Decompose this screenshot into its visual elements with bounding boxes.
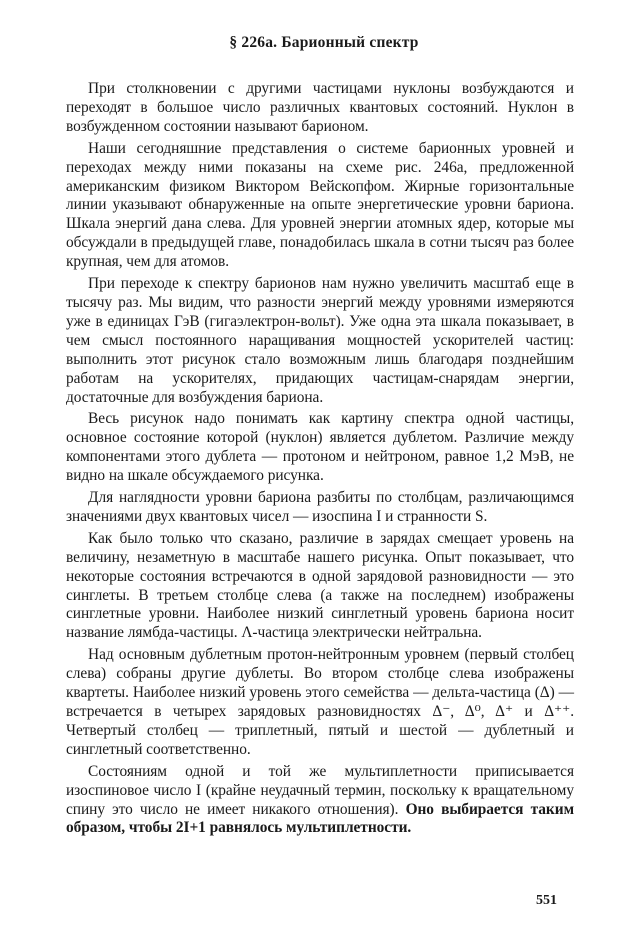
section-title: § 226а. Барионный спектр: [229, 34, 419, 51]
paragraph-1: При столкновении с другими частицами нуклоны возбуждаются и переходят в большое число различных квантовых состояний. Нуклон в возбужденном состоянии называют барионом.: [66, 80, 574, 135]
paragraph-5: Для наглядности уровни бариона разбиты по столбцам, различающимся значениями двух квантовых чисел — изоспина I и странности S.: [66, 489, 574, 525]
page-number: 551: [536, 893, 557, 908]
paragraph-8-bold-text: Оно выбирается таким образом, чтобы 2I+1 равнялось мультиплетности.: [66, 800, 574, 837]
paragraph-7: Над основным дублетным протон-нейтронным уровнем (первый столбец слева) собраны другие дублеты. Во втором столбце слева изображены квартеты. Наиболее низкий уровень этого семейства — дельта-частица (Δ) — встречается в четырех зарядовых разновидностях Δ⁻, Δ⁰, Δ⁺ и Δ⁺⁺. Четвертый столбец — триплетный, пятый и шестой — дублетный и синглетный соответственно.: [66, 646, 574, 758]
paragraph-8-text: Состояниям одной и той же мультиплетности приписывается изоспиновое число I (крайне неудачный термин, поскольку к вращательному спину это число не имеет никакого отношения).: [66, 762, 574, 818]
page-content: [66, 34, 574, 841]
paragraph-4: Весь рисунок надо понимать как картину спектра одной частицы, основное состояние которой (нуклон) является дублетом. Различие между компонентами этого дублета — протоном и нейтроном, равное 1,2 МэВ, не видно на шкале обсуждаемого рисунка.: [66, 410, 574, 485]
paragraph-3: При переходе к спектру барионов нам нужно увеличить масштаб еще в тысячу раз. Мы видим, что разности энергий между уровнями измеряются уже в единицах ГэВ (гигаэлектрон-вольт). Уже одна эта шкала показывает, в чем смысл постоянного наращивания мощностей ускорителей частиц: выполнить этот рисунок стало возможным лишь благодаря позднейшим работам на ускорителях, придающих частицам-снарядам энергии, достаточные для возбуждения бариона.: [66, 275, 574, 406]
paragraph-6: Как было только что сказано, различие в зарядах смещает уровень на величину, незаметную в масштабе нашего рисунка. Опыт показывает, что некоторые состояния встречаются в одной зарядовой разновидности — это синглеты. В третьем столбце слева (а также на последнем) изображены синглетные уровни. Наиболее низкий синглетный уровень бариона носит название лямбда-частицы. Λ-частица электрически нейтральна.: [66, 529, 574, 642]
paragraph-2: Наши сегодняшние представления о системе барионных уровней и переходах между ними показаны на схеме рис. 246а, предложенной американским физиком Виктором Вейскопфом. Жирные горизонтальные линии указывают обнаруженные на опыте энергетические уровни бариона. Шкала энергий дана слева. Для уровней энергии атомных ядер, которые мы обсуждали в предыдущей главе, понадобилась шкала в сотни тысяч раз более крупная, чем для атомов.: [66, 139, 574, 271]
paragraph-8: [66, 763, 574, 839]
